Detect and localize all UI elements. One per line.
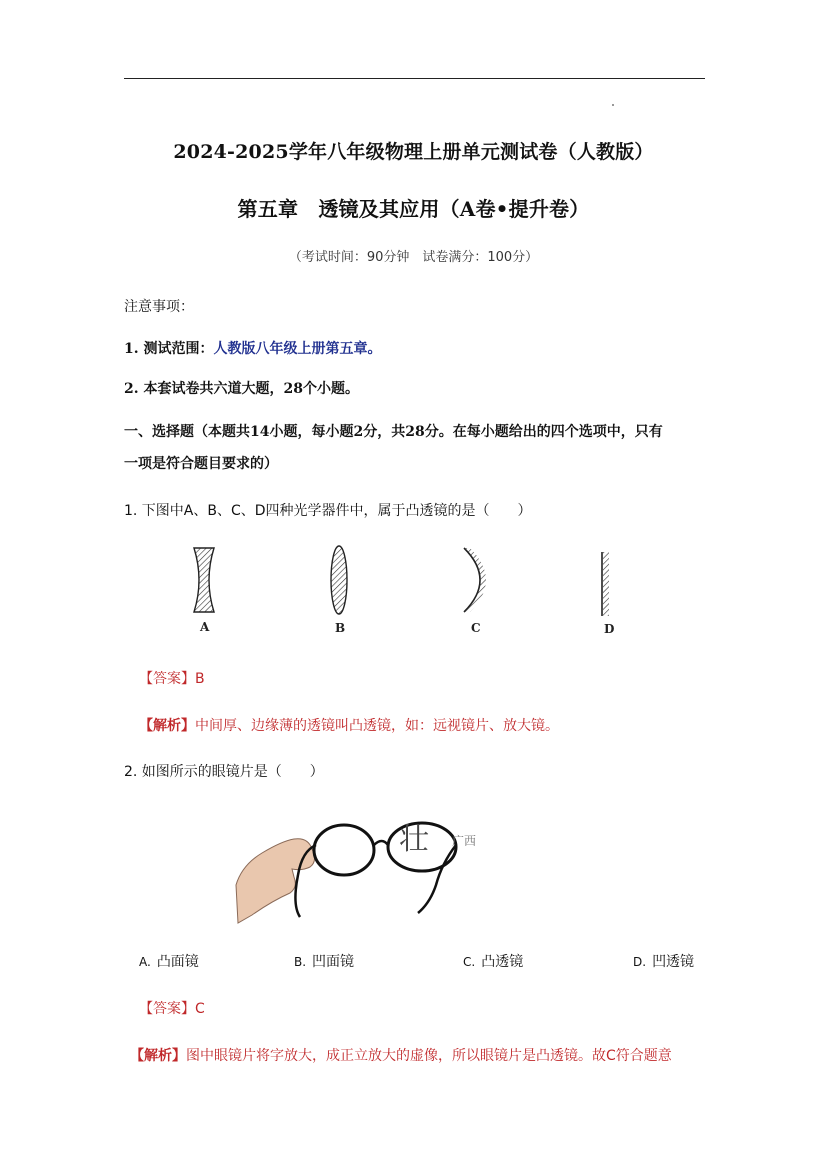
question-2-stem: 2. 如图所示的眼镜片是（ ） bbox=[124, 764, 324, 780]
question-1-answer bbox=[139, 668, 205, 688]
option-b bbox=[294, 951, 354, 971]
figure-label-d: D bbox=[604, 622, 615, 636]
answer-label-2: 【答案】 bbox=[139, 1001, 195, 1017]
analysis-label-2: 【解析】 bbox=[130, 1048, 186, 1064]
option-d-key: D. bbox=[633, 955, 647, 969]
figure-label-c: C bbox=[471, 621, 481, 635]
question-2-answer bbox=[139, 998, 205, 1018]
answer-label: 【答案】 bbox=[139, 671, 195, 687]
note-item-2: 2. 本套试卷共六道大题，28个小题。 bbox=[124, 381, 359, 397]
analysis-text-2: 图中眼镜片将字放大，成正立放大的虚像，所以眼镜片是凸透镜。故C符合题意 bbox=[186, 1048, 672, 1064]
option-b-key: B. bbox=[294, 955, 307, 969]
figure-label-a: A bbox=[200, 620, 210, 634]
small-text: 广西 bbox=[452, 834, 477, 848]
question-1-analysis bbox=[139, 715, 559, 735]
analysis-text: 中间厚、边缘薄的透镜叫凸透镜，如：远视镜片、放大镜。 bbox=[195, 718, 559, 734]
section-heading-line2: 一项是符合题目要求的） bbox=[124, 456, 278, 472]
exam-info: （考试时间：90分钟 试卷满分：100分） bbox=[288, 250, 539, 265]
option-d-text: 凹透镜 bbox=[652, 954, 695, 970]
answer-value-2: C bbox=[195, 1001, 205, 1017]
concave-lens-icon bbox=[194, 548, 214, 612]
hand-icon bbox=[236, 839, 315, 923]
option-c-key: C. bbox=[463, 955, 476, 969]
decorative-dot bbox=[612, 104, 614, 106]
question-1-stem: 1. 下图中A、B、C、D四种光学器件中，属于凸透镜的是（ ） bbox=[124, 503, 532, 519]
question-2-analysis bbox=[130, 1045, 672, 1065]
left-lens-icon bbox=[314, 825, 374, 875]
analysis-label: 【解析】 bbox=[139, 718, 195, 734]
figure-label-b: B bbox=[335, 621, 346, 635]
answer-value: B bbox=[195, 671, 205, 687]
option-d bbox=[633, 951, 694, 971]
header-rule bbox=[124, 78, 705, 79]
note-item-1-prefix: 1. 测试范围： bbox=[124, 341, 214, 357]
notes-heading: 注意事项： bbox=[124, 299, 194, 315]
convex-lens-icon bbox=[331, 546, 347, 614]
magnified-text: 壮 bbox=[399, 822, 429, 857]
glasses-figure bbox=[232, 805, 492, 930]
plane-mirror-icon bbox=[603, 552, 609, 616]
option-a bbox=[139, 951, 199, 971]
note-item-1 bbox=[124, 338, 382, 358]
exam-title: 2024-2025学年八年级物理上册单元测试卷（人教版） bbox=[173, 141, 654, 163]
optical-devices-figure bbox=[180, 540, 640, 640]
option-c bbox=[463, 951, 523, 971]
test-scope: 人教版八年级上册第五章。 bbox=[213, 341, 382, 357]
chapter-title: 第五章 透镜及其应用（A卷•提升卷） bbox=[237, 197, 590, 221]
option-a-text: 凸面镜 bbox=[156, 954, 199, 970]
option-c-text: 凸透镜 bbox=[481, 954, 524, 970]
option-a-key: A. bbox=[139, 955, 151, 969]
section-heading-line1: 一、选择题（本题共14小题，每小题2分，共28分。在每小题给出的四个选项中，只有 bbox=[124, 424, 663, 440]
option-b-text: 凹面镜 bbox=[312, 954, 355, 970]
